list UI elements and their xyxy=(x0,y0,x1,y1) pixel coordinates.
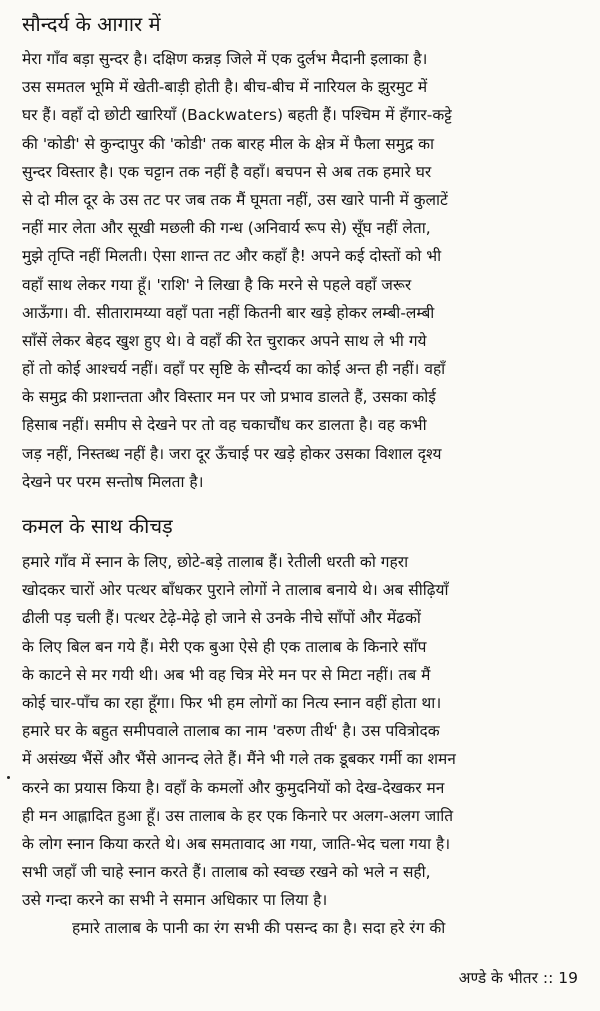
text-line: आऊँगा। वी. सीतारामय्या वहाँ पता नहीं कितनी बार खड़े होकर लम्बी-लम्बी xyxy=(22,303,435,322)
paragraph-village-beauty xyxy=(22,45,582,496)
text-line: मुझे तृप्ति नहीं मिलती। ऐसा शान्त तट और कहाँ है! अपने कई दोस्तों को भी xyxy=(22,247,442,266)
text-line: वहाँ साथ लेकर गया हूँ। 'राशि' ने लिखा है कि मरने से पहले वहाँ जरूर xyxy=(22,275,412,294)
text-line: सुन्दर विस्तार है। एक चट्टान तक नहीं है वहाँ। बचपन से अब तक हमारे घर xyxy=(22,162,432,181)
text-line: मेरा गाँव बड़ा सुन्दर है। दक्षिण कन्नड़ जिले में एक दुर्लभ मैदानी इलाका है। xyxy=(22,50,428,68)
text-line: की 'कोडी' से कुन्दापुर की 'कोडी' तक बारह मील के क्षेत्र में फैला समुद्र का xyxy=(22,134,435,153)
text-line: से दो मील दूर के उस तट पर जब तक मैं घूमता नहीं, उस खारे पानी में कुलाटें xyxy=(22,190,448,209)
text-line: साँसें लेकर बेहद खुश हुए थे। वे वहाँ की रेत चुराकर अपने साथ ले भी गये xyxy=(22,331,427,350)
text-line: के लिए बिल बन गये हैं। मेरी एक बुआ ऐसे ही एक तालाब के किनारे साँप xyxy=(22,637,427,656)
text-line: के समुद्र की प्रशान्तता और विस्तार मन पर जो प्रभाव डालते हैं, उसका कोई xyxy=(22,388,436,407)
text-line: हिसाब नहीं। समीप से देखने पर तो वह चकाचौंध कर डालता है। वह कभी xyxy=(22,416,427,435)
text-line: के काटने से मर गयी थी। अब भी वह चित्र मेरे मन पर से मिटा नहीं। तब मैं xyxy=(22,665,431,684)
text-line: खोदकर चारों ओर पत्थर बाँधकर पुराने लोगों ने तालाब बनाये थे। अब सीढ़ियाँ xyxy=(22,581,449,600)
text-line: में असंख्य भैंसें और भैंसे आनन्द लेते हैं। मैंने भी गले तक डूबकर गर्मी का शमन xyxy=(22,750,456,769)
text-line: नहीं मार लेता और सूखी मछली की गन्ध (अनिवार्य रूप से) सूँघ नहीं लेता, xyxy=(22,219,431,238)
text-line: के लोग स्नान किया करते थे। अब समतावाद आ गया, जाति-भेद चला गया है। xyxy=(22,834,451,853)
paragraph-ponds xyxy=(22,548,582,943)
running-footer: अण्डे के भीतर :: 19 xyxy=(458,969,578,987)
text-line: उस समतल भूमि में खेती-बाड़ी होती है। बीच-बीच में नारियल के झुरमुट में xyxy=(22,78,428,97)
section-heading-beauty: सौन्दर्य के आगार में xyxy=(22,12,161,36)
text-line: घर हैं। वहाँ दो छोटी खारियाँ (Backwaters) बहती हैं। पश्चिम में हँगार-कट्टे xyxy=(22,106,452,125)
text-line: ढीली पड़ चली हैं। पत्थर टेढ़े-मेढ़े हो जाने से उनके नीचे साँपों और मेंढकों xyxy=(22,609,421,628)
text-line: सभी जहाँ जी चाहे स्नान करते हैं। तालाब को स्वच्छ रखने को भले न सही, xyxy=(22,863,431,882)
text-line: कोई चार-पाँच का रहा हूँगा। फिर भी हम लोगों का नित्य स्नान वहीं होता था। xyxy=(22,693,442,712)
text-line: हमारे घर के बहुत समीपवाले तालाब का नाम 'वरुण तीर्थ' है। उस पवित्रोदक xyxy=(22,722,440,741)
text-line: जड़ नहीं, निस्तब्ध नहीं है। जरा दूर ऊँचाई पर खड़े होकर उसका विशाल दृश्य xyxy=(22,444,442,463)
section-heading-lotus: कमल के साथ कीचड़ xyxy=(22,514,173,538)
text-line: देखने पर परम सन्तोष मिलता है। xyxy=(22,472,204,491)
print-mark xyxy=(7,776,10,779)
text-line: हमारे तालाब के पानी का रंग सभी की पसन्द का है। सदा हरे रंग की xyxy=(72,919,446,938)
text-line: ही मन आह्लादित हुआ हूँ। उस तालाब के हर एक किनारे पर अलग-अलग जाति xyxy=(22,806,454,825)
text-line: करने का प्रयास किया है। वहाँ के कमलों और कुमुदनियों को देख-देखकर मन xyxy=(22,778,445,797)
text-line: उसे गन्दा करने का सभी ने समान अधिकार पा लिया है। xyxy=(22,891,328,910)
text-line: हमारे गाँव में स्नान के लिए, छोटे-बड़े तालाब हैं। रेतीली धरती को गहरा xyxy=(22,553,409,571)
text-line: हों तो कोई आश्चर्य नहीं। वहाँ पर सृष्टि के सौन्दर्य का कोई अन्त ही नहीं। वहाँ xyxy=(22,360,446,379)
